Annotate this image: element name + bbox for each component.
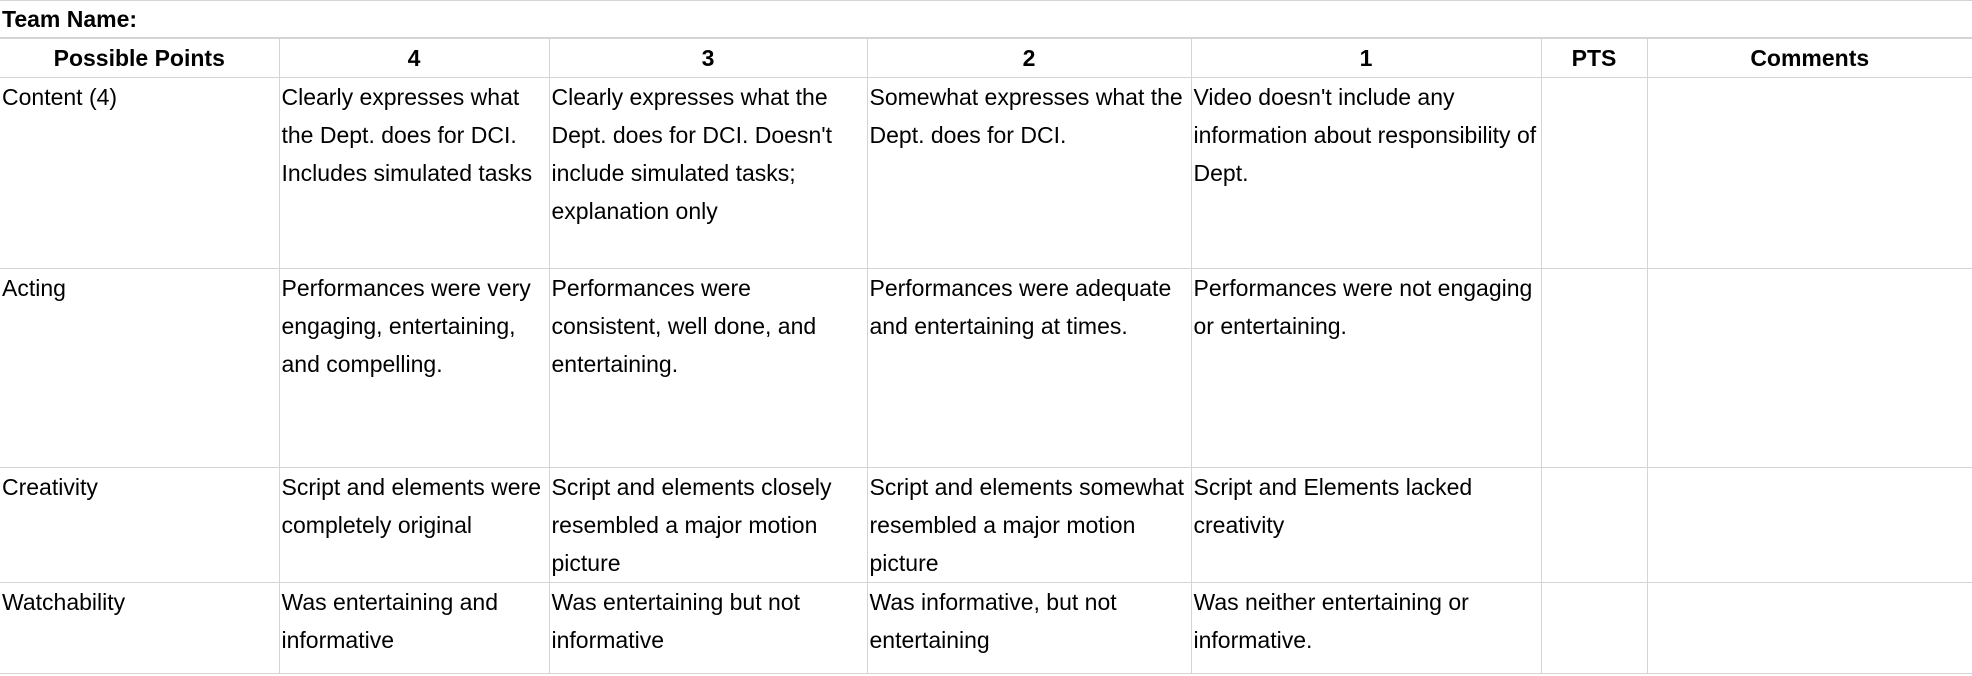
header-row bbox=[0, 39, 1972, 78]
rubric-cell[interactable]: Script and elements were completely original bbox=[279, 468, 549, 583]
header-4-points[interactable]: 4 bbox=[279, 39, 549, 78]
rubric-cell[interactable]: Clearly expresses what the Dept. does for DCI. Doesn't include simulated tasks; explanation only bbox=[549, 78, 867, 269]
rubric-cell[interactable]: Was entertaining but not informative bbox=[549, 583, 867, 674]
pts-cell[interactable] bbox=[1541, 269, 1647, 468]
pts-cell[interactable] bbox=[1541, 78, 1647, 269]
team-name-label: Team Name: bbox=[2, 5, 138, 32]
header-pts[interactable]: PTS bbox=[1541, 39, 1647, 78]
comments-cell[interactable] bbox=[1647, 468, 1972, 583]
header-comments[interactable]: Comments bbox=[1647, 39, 1972, 78]
rubric-cell[interactable]: Somewhat expresses what the Dept. does for DCI. bbox=[867, 78, 1191, 269]
criterion-cell[interactable]: Watchability bbox=[0, 583, 279, 674]
rubric-cell[interactable]: Script and Elements lacked creativity bbox=[1191, 468, 1541, 583]
rubric-cell[interactable]: Script and elements somewhat resembled a major motion picture bbox=[867, 468, 1191, 583]
rubric-cell[interactable]: Clearly expresses what the Dept. does for DCI. Includes simulated tasks bbox=[279, 78, 549, 269]
rubric-cell[interactable]: Script and elements closely resembled a major motion picture bbox=[549, 468, 867, 583]
rubric-cell[interactable]: Performances were adequate and entertaining at times. bbox=[867, 269, 1191, 468]
table-row bbox=[0, 583, 1972, 674]
pts-cell[interactable] bbox=[1541, 468, 1647, 583]
comments-cell[interactable] bbox=[1647, 78, 1972, 269]
header-1-point[interactable]: 1 bbox=[1191, 39, 1541, 78]
rubric-table bbox=[0, 38, 1972, 674]
table-row bbox=[0, 269, 1972, 468]
criterion-cell[interactable]: Acting bbox=[0, 269, 279, 468]
comments-cell[interactable] bbox=[1647, 269, 1972, 468]
pts-cell[interactable] bbox=[1541, 583, 1647, 674]
rubric-cell[interactable]: Was neither entertaining or informative. bbox=[1191, 583, 1541, 674]
criterion-cell[interactable]: Content (4) bbox=[0, 78, 279, 269]
header-3-points[interactable]: 3 bbox=[549, 39, 867, 78]
comments-cell[interactable] bbox=[1647, 583, 1972, 674]
rubric-cell[interactable]: Performances were very engaging, entertaining, and compelling. bbox=[279, 269, 549, 468]
rubric-cell[interactable]: Was entertaining and informative bbox=[279, 583, 549, 674]
header-2-points[interactable]: 2 bbox=[867, 39, 1191, 78]
rubric-cell[interactable]: Performances were consistent, well done, and entertaining. bbox=[549, 269, 867, 468]
team-name-cell[interactable] bbox=[0, 0, 1972, 38]
rubric-cell[interactable]: Video doesn't include any information about responsibility of Dept. bbox=[1191, 78, 1541, 269]
table-row bbox=[0, 468, 1972, 583]
rubric-cell[interactable]: Was informative, but not entertaining bbox=[867, 583, 1191, 674]
header-possible-points[interactable]: Possible Points bbox=[0, 39, 279, 78]
table-row bbox=[0, 78, 1972, 269]
criterion-cell[interactable]: Creativity bbox=[0, 468, 279, 583]
rubric-cell[interactable]: Performances were not engaging or entertaining. bbox=[1191, 269, 1541, 468]
